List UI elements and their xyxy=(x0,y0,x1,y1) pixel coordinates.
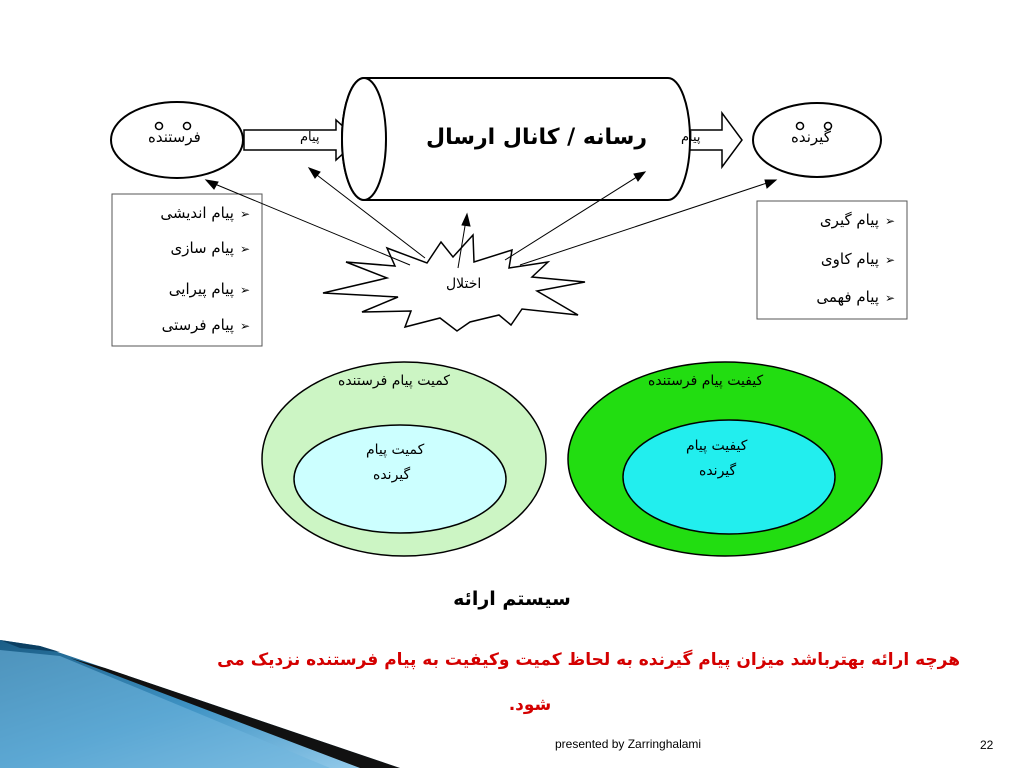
list-item: ➢پیام فرستی xyxy=(161,316,250,334)
receiver-face-label: گیرنده xyxy=(791,128,831,146)
list-item: ➢پیام گیری xyxy=(819,211,895,229)
noise-label: اختلال xyxy=(446,276,482,292)
list-item: ➢پیام کاوی xyxy=(820,250,895,268)
quality-inner-label-2: گیرنده xyxy=(699,463,737,479)
bullet-arrow-icon: ➢ xyxy=(239,319,250,333)
quality-outer-label: کیفیت پیام فرستنده xyxy=(648,373,764,389)
page-number: 22 xyxy=(980,738,994,752)
diagram-caption: سیستم ارائه xyxy=(453,588,571,610)
channel-label: رسانه / کانال ارسال xyxy=(426,125,648,150)
conclusion-note-line2: شود. xyxy=(508,695,552,715)
bullet-arrow-icon: ➢ xyxy=(239,207,250,221)
quality-inner-label-1: کیفیت پیام xyxy=(686,438,748,454)
right-arrow-label: پیام xyxy=(681,130,701,145)
bullet-arrow-icon: ➢ xyxy=(884,253,895,267)
bullet-arrow-icon: ➢ xyxy=(239,242,250,256)
conclusion-note-line1: هرچه ارائه بهترباشد میزان پیام گیرنده به لحاظ کمیت وکیفیت به پیام فرستنده نزدیک می xyxy=(217,650,960,670)
receiver-list xyxy=(757,201,907,319)
sender-face-label: فرستنده xyxy=(148,128,201,146)
sender-list xyxy=(112,194,262,346)
bullet-arrow-icon: ➢ xyxy=(884,291,895,305)
quantity-inner-label-2: گیرنده xyxy=(373,467,411,483)
presenter-footer: presented by Zarringhalami xyxy=(555,737,702,751)
list-item: ➢پیام فهمی xyxy=(816,288,895,306)
list-item: ➢پیام پیرایی xyxy=(168,280,250,298)
list-item: ➢پیام اندیشی xyxy=(160,204,250,222)
list-item: ➢پیام سازی xyxy=(170,239,250,257)
left-arrow-label: پیام xyxy=(300,130,320,145)
bullet-arrow-icon: ➢ xyxy=(239,283,250,297)
bullet-arrow-icon: ➢ xyxy=(884,214,895,228)
quantity-outer-label: کمیت پیام فرستنده xyxy=(338,373,450,389)
quantity-inner-label-1: کمیت پیام xyxy=(366,442,425,458)
